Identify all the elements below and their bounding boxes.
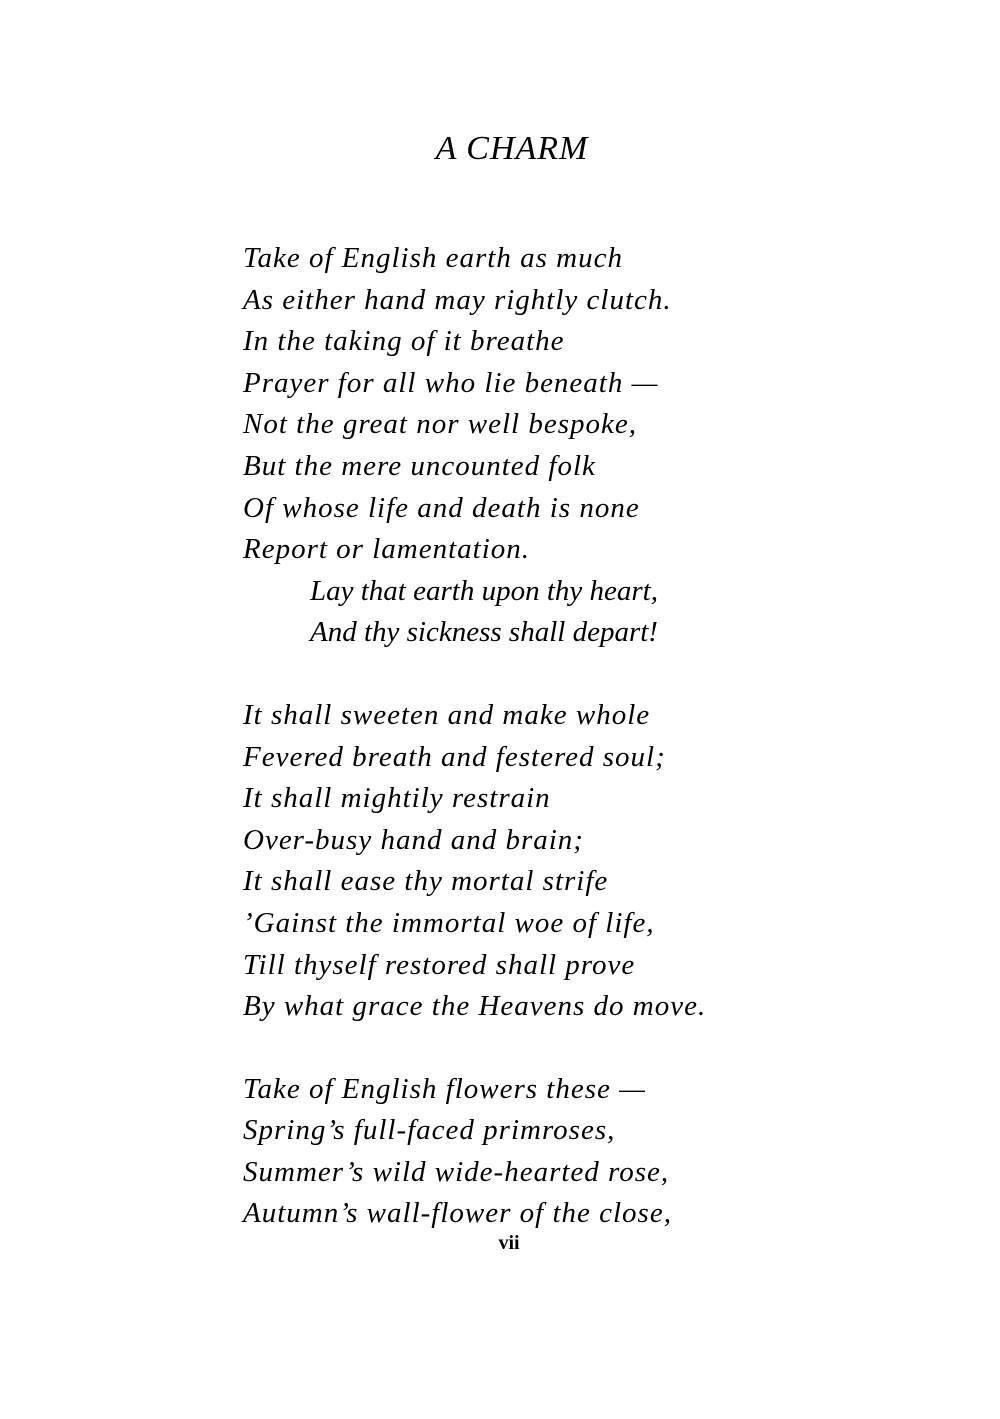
verse-line: But the mere uncounted folk (243, 449, 596, 482)
verse-line: It shall mightily restrain (243, 782, 551, 815)
poem-body (243, 238, 843, 1235)
verse-line: It shall sweeten and make whole (243, 698, 651, 731)
verse-line: Report or lamentation. (243, 533, 531, 566)
stanza-1 (243, 238, 843, 654)
verse-line: Fevered breath and festered soul; (243, 740, 666, 773)
verse-line: Over-busy hand and brain; (243, 823, 584, 856)
verse-line: By what grace the Heavens do move. (243, 990, 707, 1023)
verse-line: Not the great nor well bespoke, (243, 408, 637, 441)
verse-line: Till thyself restored shall prove (243, 948, 636, 981)
verse-line: Autumn’s wall-flower of the close, (243, 1197, 672, 1230)
page-number: vii (498, 1232, 520, 1254)
verse-line: Spring’s full-faced primroses, (243, 1114, 616, 1147)
verse-line: Summer’s wild wide-hearted rose, (243, 1155, 670, 1188)
verse-line: Take of English flowers these — (243, 1072, 646, 1105)
verse-line-indented: And thy sickness shall depart! (310, 616, 658, 649)
poem-title: A CHARM (435, 130, 589, 167)
stanza-2 (243, 695, 843, 1028)
verse-line: Prayer for all who lie beneath — (243, 366, 659, 399)
verse-line: As either hand may rightly clutch. (243, 283, 672, 316)
verse-line-indented: Lay that earth upon thy heart, (310, 574, 658, 607)
verse-line: ’Gainst the immortal woe of life, (243, 906, 655, 939)
verse-line: Take of English earth as much (243, 242, 623, 274)
stanza-3 (243, 1069, 843, 1235)
verse-line: Of whose life and death is none (243, 491, 640, 524)
verse-line: In the taking of it breathe (243, 325, 565, 358)
verse-line: It shall ease thy mortal strife (243, 865, 609, 898)
